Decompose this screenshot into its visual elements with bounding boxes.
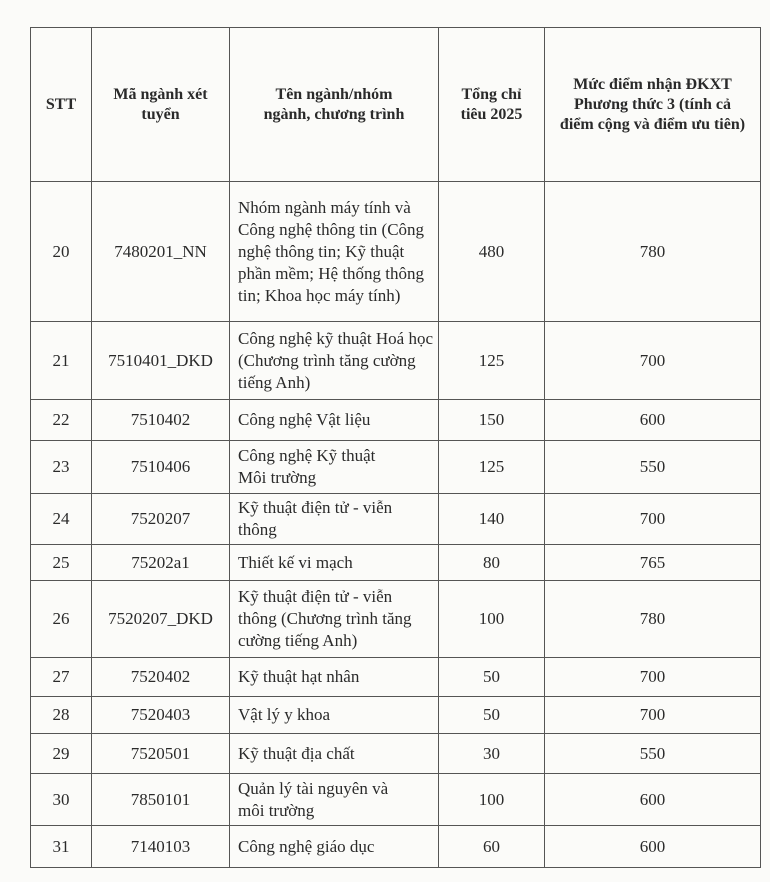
cell-stt: 31 [31, 826, 92, 868]
cell-code: 7510401_DKD [92, 322, 230, 400]
cell-score: 600 [545, 826, 761, 868]
cell-stt: 23 [31, 441, 92, 494]
cell-code: 7480201_NN [92, 182, 230, 322]
table-row [31, 322, 761, 400]
cell-stt: 24 [31, 494, 92, 545]
table-row [31, 494, 761, 545]
cell-quota: 50 [439, 658, 545, 697]
cell-quota: 100 [439, 774, 545, 826]
cell-quota: 80 [439, 545, 545, 581]
admission-table [30, 27, 761, 868]
header-quota: Tổng chỉ tiêu 2025 [439, 28, 545, 182]
table-row [31, 545, 761, 581]
cell-score: 780 [545, 182, 761, 322]
cell-name: Công nghệ giáo dục [230, 826, 439, 868]
cell-score: 700 [545, 322, 761, 400]
cell-name: Nhóm ngành máy tính và Công nghệ thông tin (Công nghệ thông tin; Kỹ thuật phần mềm; Hệ thống thông tin; Khoa học máy tính) [230, 182, 439, 322]
cell-code: 7510402 [92, 400, 230, 441]
cell-stt: 28 [31, 697, 92, 734]
cell-stt: 27 [31, 658, 92, 697]
cell-quota: 125 [439, 441, 545, 494]
table-row [31, 697, 761, 734]
cell-quota: 480 [439, 182, 545, 322]
cell-score: 700 [545, 494, 761, 545]
table-row [31, 581, 761, 658]
cell-name: Thiết kế vi mạch [230, 545, 439, 581]
cell-stt: 25 [31, 545, 92, 581]
cell-quota: 150 [439, 400, 545, 441]
cell-stt: 21 [31, 322, 92, 400]
cell-code: 7520501 [92, 734, 230, 774]
cell-quota: 100 [439, 581, 545, 658]
cell-code: 7520207 [92, 494, 230, 545]
cell-name: Vật lý y khoa [230, 697, 439, 734]
cell-name: Kỹ thuật hạt nhân [230, 658, 439, 697]
cell-score: 780 [545, 581, 761, 658]
cell-quota: 140 [439, 494, 545, 545]
cell-score: 765 [545, 545, 761, 581]
table-row [31, 400, 761, 441]
header-stt: STT [31, 28, 92, 182]
cell-stt: 26 [31, 581, 92, 658]
cell-code: 75202a1 [92, 545, 230, 581]
cell-name: Công nghệ Vật liệu [230, 400, 439, 441]
cell-score: 700 [545, 658, 761, 697]
cell-score: 700 [545, 697, 761, 734]
cell-quota: 50 [439, 697, 545, 734]
cell-stt: 22 [31, 400, 92, 441]
header-score: Mức điểm nhận ĐKXT Phương thức 3 (tính cả điểm cộng và điểm ưu tiên) [545, 28, 761, 182]
cell-quota: 30 [439, 734, 545, 774]
table-row [31, 658, 761, 697]
cell-name: Kỹ thuật điện tử - viễn thông (Chương trình tăng cường tiếng Anh) [230, 581, 439, 658]
header-code: Mã ngành xét tuyển [92, 28, 230, 182]
cell-name: Quản lý tài nguyên và môi trường [230, 774, 439, 826]
cell-code: 7520207_DKD [92, 581, 230, 658]
cell-name: Công nghệ kỹ thuật Hoá học (Chương trình tăng cường tiếng Anh) [230, 322, 439, 400]
cell-stt: 30 [31, 774, 92, 826]
cell-stt: 20 [31, 182, 92, 322]
cell-name: Kỹ thuật điện tử - viễn thông [230, 494, 439, 545]
cell-score: 600 [545, 774, 761, 826]
cell-name: Kỹ thuật địa chất [230, 734, 439, 774]
cell-code: 7520403 [92, 697, 230, 734]
cell-code: 7850101 [92, 774, 230, 826]
cell-stt: 29 [31, 734, 92, 774]
cell-score: 550 [545, 441, 761, 494]
cell-name: Công nghệ Kỹ thuật Môi trường [230, 441, 439, 494]
cell-score: 550 [545, 734, 761, 774]
table-row [31, 182, 761, 322]
table-row [31, 734, 761, 774]
cell-code: 7140103 [92, 826, 230, 868]
table-row [31, 441, 761, 494]
header-name: Tên ngành/nhóm ngành, chương trình [230, 28, 439, 182]
cell-quota: 125 [439, 322, 545, 400]
cell-score: 600 [545, 400, 761, 441]
cell-code: 7510406 [92, 441, 230, 494]
cell-code: 7520402 [92, 658, 230, 697]
cell-quota: 60 [439, 826, 545, 868]
table-header-row [31, 28, 761, 182]
table-row [31, 774, 761, 826]
table-row [31, 826, 761, 868]
